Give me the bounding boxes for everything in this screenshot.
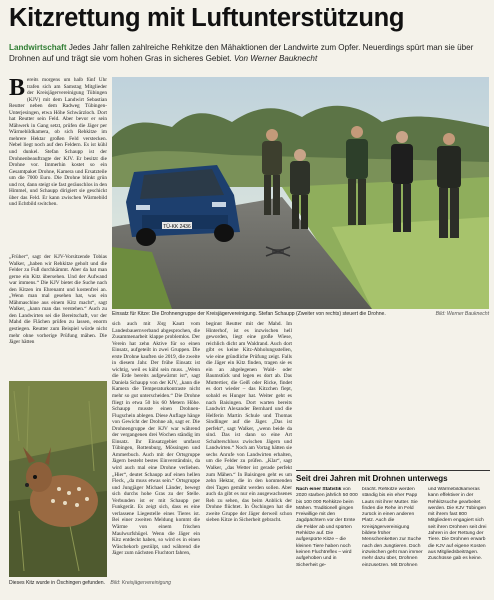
- infobox-text-3: und Wärmebildkameras kann effektiver in der Rehkitzsuche gearbeitet werden. Die KJV Tübingen mit ihrem fast 800 Mitgliedern engagiert sich seit ihren Drohnen seit drei Jahren in der Rettung der Tiere. Die Drohnen erwarb die KJV auf eigene Kosten aus Mitgliedsbeiträgen. Zuschüsse gab es keine.: [428, 487, 487, 562]
- article-text-col1-top: ereits morgens um halb fünf Uhr trafen sich am Samstag Mitglieder der Kreisjägervereinigung Tübingen (KJV) mit dem Landwirt Sebastian Reutter neben dem Radweg Tübingen-Unterjesingen, etwa Höhe Schwärzloch. Dort hat Reutter sein Feld. Aber bevor er sein Mähwerk in Gang setzt, prüfen die Jäger per Wärmebildkamera, ob sich Rehkitze im mehrere Hektar großen Feld verstecken. Nebel liegt noch auf den Feldern. Es ist kühl und dunkel. Stefan Schaupp ist der Drohnenbeauftragte der KJV. Er besitzt die Drohne vor. Immerhin kostet so ein Gesamtpaket Drohne, Kamera und Ersatzteile um die 7000 Euro. Die Drohne blinkt grün und rot, dann steigt sie fast geräuschlos in den Himmel, und Schaupp dirigiert sie geschickt über das Feld. Er kann zwischen Wärmebild und Echtbild switchen.: [9, 77, 107, 208]
- license-plate: TÜ-KK 2436: [163, 224, 191, 230]
- drop-cap: B: [9, 77, 26, 101]
- lead-paragraph: [9, 42, 487, 64]
- main-photo: [112, 77, 489, 309]
- article-text-col2: sich auch mit Jörg Kautt vom Landesbauernverband abgesprochen, die Zusammenarbeit klappe problemlos. Der Verein hat zehn Aktive für so einen Einsatz, aufgeteilt in zwei Gruppen. Die erste Drohne kauften sie 2019, die zweite in diesem Jahr. Der frühe Einsatz ist wichtig, weil es kühl sein muss. „Wenn die Erde bereits aufgewärmt ist“, sagt Daniela Schaupp von der KJV, „kann die Kamera die Temperaturkontraste nicht mehr so gut unterscheiden.“ Die Drohne fliegt in etwa 50 bis 60 Metern Höhe. Schaupp musste einen Drohnen-Flugschein ablegen. Diese Auflage hänge von Gewicht der Drohne ab, sagt er. Die Drohnengruppe der KJV war während der vergangenen drei Wochen ständig im Einsatz. Ihr Einsatzgebiet umfasst Tübingen, Rottenburg, Mössingen und Ammerbuch. Auch mit der Ortsgruppe Jägern besteht bestes Einverständnis, da wird auch mal eine Drohne verliehen. „Hier“, deutet Schaupp auf einen hellen Fleck, „da muss etwas sein.“ Ortsgruppe und Jungjäger Michael Länder, bewegt sich durchs hohe Gras zu der Stelle. Verbunden ist er mit Schaupp per Funkgerät. Es zeigt sich, dass es eine verlassene Liegestelle eines Tieres ist. Bei einer zweiten Meldung kommt die Wärme von einem frischen Maulwurfshügel. Wenn die Jäger ein Kitz entdeckt haben, so wird es in einen Wäschekorb gestülpt, und während die Jäger zum nächsten Fluchtort fahren,: [112, 321, 200, 557]
- infobox-column-2: [362, 487, 424, 583]
- fawn-caption-credit: Bild: Kreisjägervereinigung: [110, 580, 172, 586]
- article-column-3: [206, 321, 292, 583]
- lead-text: Jedes Jahr fallen zahlreiche Rehkitze den Mähaktionen der Landwirte zum Opfer. Neuerdings spürt man sie über Drohnen auf und trägt sie vom hohen Gras in sicheres Gebiet.: [9, 43, 474, 63]
- article-column-2: [112, 321, 200, 583]
- infobox-text-2: bracht. Rehkitze werden ständig bis ein eher Papp Lauts mit ihrer Mutter. Sie finden die Rehe im Feld zurück in einen anderen Platz. Auch die Kreisjägervereinigung bildete früher Menschenketten zur Suche nach den Jungtieren. Doch inzwischen geht man immer mehr dazu über, Drohnen einzusetzen. Mit Drohnen: [362, 487, 423, 568]
- fawn-photo: [9, 381, 107, 577]
- headline: Kitzrettung mit Luftunterstützung: [9, 4, 405, 32]
- main-photo-caption: [112, 311, 489, 317]
- main-caption-text: Einsatz für Kitze: Die Drohnengruppe der Kreisjägervereinigung. Stefan Schaupp (Zweiter von rechts) steuert die Drohne.: [112, 311, 386, 317]
- drone-team-photo: [112, 77, 489, 309]
- infobox-title: Seit drei Jahren mit Drohnen unterwegs: [296, 474, 448, 483]
- car: [126, 165, 240, 246]
- infobox-rule: [296, 470, 490, 471]
- article-column-1-bottom: [9, 254, 107, 378]
- article-column-4: [298, 321, 489, 467]
- infobox-column-1: [296, 487, 358, 583]
- infobox-text-1: von 2020 starben jährlich 50 000 bis 100 000 Rehkitze beim Mähen. Traditionell gingen Freiwillige mit den Jagdpächtern vor der Ernte die Felder ab und spürten Rehkitze auf. Die aufgespürte Kitze – die kleinen Tiere haben noch keinen Fluchtreflex – wird aufgehoben und in Sicherheit ge-: [296, 487, 358, 568]
- infobox-column-3: [428, 487, 490, 583]
- infobox-lead: Nach einer Statistik: [296, 487, 342, 492]
- fawn-caption-text: Dieses Kitz wurde in Öschingen gefunden.: [9, 580, 105, 586]
- author-byline: Von Werner Bauknecht: [233, 54, 318, 63]
- main-caption-credit: Bild: Werner Bauknecht: [435, 311, 489, 317]
- article-text-col3: beginnt Reutter mit der Mahd. Im Hinterhof, ist es inzwischen hell geworden, liegt eine große Wiese, reichlich dicht am Waldrand. Auch dort gibt es keine Kitz-Abholungsstellen, wie eine gründliche Prüfung zeigt. Falls die Jäger ein Kitz finden, tragen sie es ein an abgelegenen Wald- oder Baumstück und legen es dort ab. Das Muttertier, die Geiß oder Ricke, findet es dort wieder – das Kitzchen fiept, sobald es Hunger hat. Weiter geht es nach Baisingen. Dort warten bereits Landwirt Alexander Bernhard und die Helferin Martin Schule und Thomas Sindlinger auf die Jäger. „Das ist perfekt“, sagt Walker, „wenn beide da sind. Das ist dann so eine Art Schalterschluss zwischen Jägern und Landwirten.“ Noch am Vortag hätten sie sechs Anrufe von Landwirten erhalten, um die Felder zu prüfen. „Klar“, sagt Walker, „das Wetter ist gerade perfekt zum Mähen.“ In Baisingen geht es um zehn Hektar, die in den kommenden drei Tagen gemäht werden sollen. Aber auch da gibt es nur ein ausgewachsenes Reh zu sehen, das beim Anblick der Drohne flüchtet. In Öschingen hat die zweite Gruppe der Jäger derweil schon sieben Kitze in Sicherheit gebracht.: [206, 321, 292, 524]
- article-text-col1-bottom: „Früher“, sagt der KJV-Vorsitzende Tobias Walker, „haben wir Rehkitze geholt und die Felder zu Fuß durchkämmt. Aber da hat man gerne ein Kitz übersehen. Und der Aufwand war immens.“ Die KJV bietet die Suche nach den Kitzen im Ehrenamt und kostenfrei an. „Wenn man mal gesehen hat, was ein Mähmaschine aus einem Kitz macht“, sagt Walker, „kann man das verstehen.“ Auch zu den Landwirten sei die Bereitschaft, vor der Mahd die Flächen prüfen zu lassen, enorm gestiegen. Reutter zum Beispiel würde nicht mehr ohne vorherige Prüfung mähen. Die Jäger hätten: [9, 254, 107, 346]
- fawn-image: [9, 381, 107, 577]
- rubric: Landwirtschaft: [9, 43, 67, 52]
- fawn-photo-caption: [9, 580, 189, 586]
